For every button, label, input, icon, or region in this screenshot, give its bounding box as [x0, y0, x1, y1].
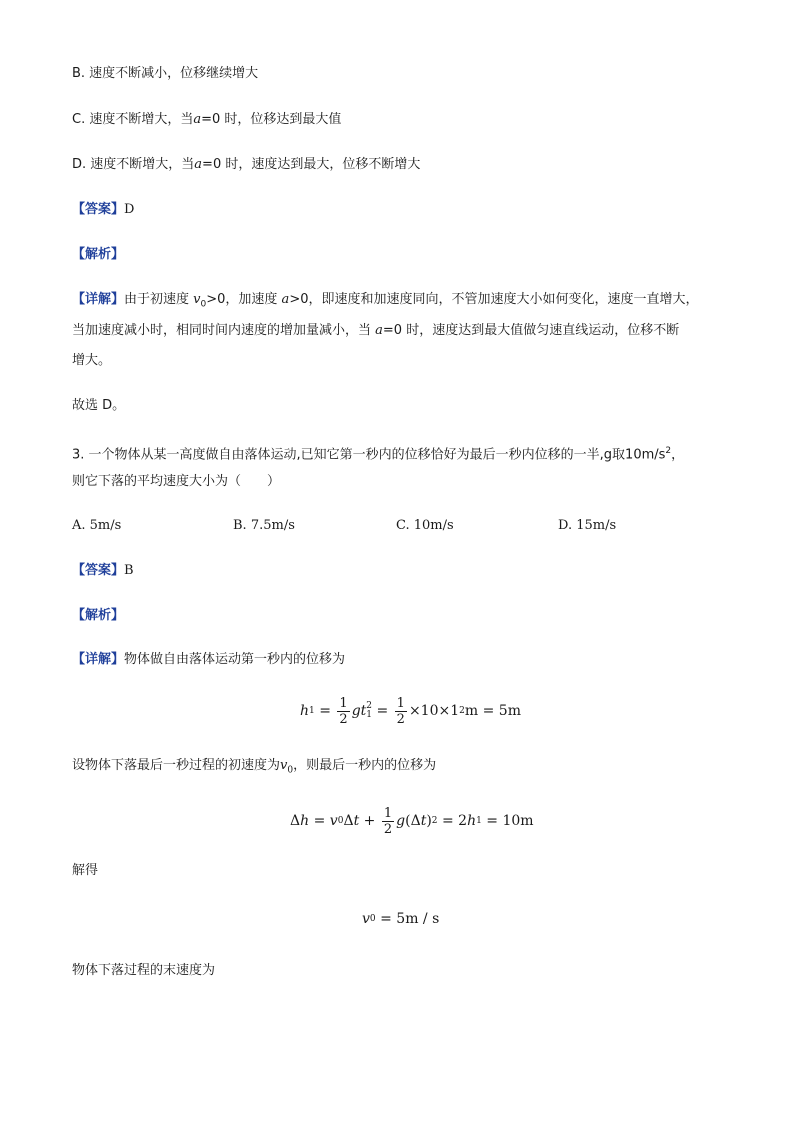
- equation-2: Δ h = v 0 Δ t + $\frac{1}{2}$ g (Δ t ) 2 = 2 h 1 = 10m: [290, 805, 534, 837]
- detail-tag: 【详解】: [72, 292, 125, 307]
- analysis-tag: 【解析】: [72, 247, 125, 262]
- q3-option-d: D. 15m/s: [558, 518, 617, 533]
- q3-stem-line1: 3. 一个物体从某一高度做自由落体运动,已知它第一秒内的位移恰好为最后一秒内位移的一半,g取$10m/s^2$，: [72, 446, 685, 463]
- answer-tag: 【答案】: [72, 563, 125, 578]
- q2-detail-line3: 增大。: [72, 353, 112, 368]
- q2-analysis: [72, 245, 124, 265]
- q3-option-a: A. 5m/s: [72, 518, 122, 533]
- analysis-tag: 【解析】: [72, 608, 125, 623]
- detail-tag: 【详解】: [72, 652, 125, 667]
- equation-3: v 0 = 5m / s: [362, 911, 440, 927]
- q2-detail-line1: 【详解】由于初速度 $v_0>0$，加速度 a>0，即速度和加速度同向，不管加速度大小如何变化，速度一直增大，: [72, 292, 699, 310]
- q3-option-c: C. 10m/s: [396, 518, 454, 533]
- answer-tag: 【答案】: [72, 202, 125, 217]
- q3-final-text: 物体下落过程的末速度为: [72, 963, 216, 978]
- q3-option-b: B. 7.5m/s: [233, 518, 295, 533]
- q2-detail-line2: 当加速度减小时，相同时间内速度的增加量减小，当 a=0 时，速度达到最大值做匀速直线运动，位移不断: [72, 323, 680, 338]
- q3-analysis: [72, 606, 124, 626]
- option-d: D. 速度不断增大，当a=0 时，速度达到最大，位移不断增大: [72, 157, 421, 172]
- option-c: C. 速度不断增大，当a=0 时，位移达到最大值: [72, 112, 342, 127]
- q2-answer: 【答案】D: [72, 202, 135, 217]
- option-b: B. 速度不断减小，位移继续增大: [72, 66, 259, 81]
- q3-answer: 【答案】B: [72, 563, 134, 578]
- q2-choose: 故选 D。: [72, 398, 126, 413]
- q3-stem-line2: 则它下落的平均速度大小为（ ）: [72, 474, 281, 489]
- q3-detail: 【详解】物体做自由落体运动第一秒内的位移为: [72, 652, 346, 667]
- q3-solve: 解得: [72, 863, 99, 878]
- equation-1: h 1 = $\frac{1}{2}$ g t 2 1 = $\frac{1}{2}$ ×10×1 2 m = 5m: [300, 695, 521, 727]
- q3-set-text: 设物体下落最后一秒过程的初速度为$v_0$，则最后一秒内的位移为: [72, 758, 437, 776]
